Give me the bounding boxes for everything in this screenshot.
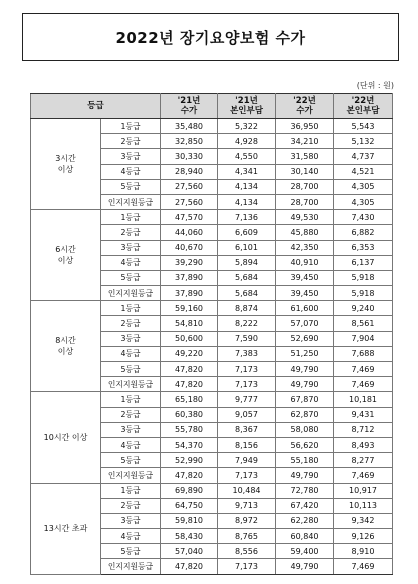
fee-21-cell: 58,430: [161, 529, 218, 544]
fee-22-cell: 57,070: [276, 316, 334, 331]
fee-21-cell: 47,820: [161, 362, 218, 377]
copay-21-cell: 4,341: [218, 164, 276, 179]
copay-21-cell: 4,928: [218, 134, 276, 149]
unit-note: (단위 : 원): [356, 81, 394, 90]
copay-22-cell: 5,543: [334, 119, 393, 134]
copay-22-cell: 7,469: [334, 559, 393, 574]
copay-22-cell: 5,918: [334, 270, 393, 285]
fee-21-cell: 32,850: [161, 134, 218, 149]
copay-21-cell: 8,367: [218, 422, 276, 437]
copay-21-cell: 9,057: [218, 407, 276, 422]
fee-22-cell: 34,210: [276, 134, 334, 149]
copay-22-cell: 7,688: [334, 346, 393, 361]
grade-cell: 4등급: [101, 529, 161, 544]
copay-21-cell: 7,173: [218, 468, 276, 483]
copay-22-cell: 10,917: [334, 483, 393, 498]
grade-cell: 3등급: [101, 422, 161, 437]
fee-21-cell: 30,330: [161, 149, 218, 164]
copay-22-cell: 7,469: [334, 468, 393, 483]
fee-21-cell: 69,890: [161, 483, 218, 498]
grade-cell: 3등급: [101, 513, 161, 528]
fee-table-body: [31, 119, 393, 575]
grade-cell: 1등급: [101, 392, 161, 407]
fee-21-cell: 44,060: [161, 225, 218, 240]
copay-22-cell: 9,431: [334, 407, 393, 422]
fee-21-cell: 49,220: [161, 346, 218, 361]
copay-21-cell: 8,556: [218, 544, 276, 559]
fee-21-cell: 47,570: [161, 210, 218, 225]
fee-22-cell: 61,600: [276, 301, 334, 316]
fee-22-cell: 39,450: [276, 270, 334, 285]
copay-21-cell: 6,101: [218, 240, 276, 255]
fee-22-cell: 39,450: [276, 286, 334, 301]
copay-22-cell: 10,113: [334, 498, 393, 513]
grade-cell: 1등급: [101, 483, 161, 498]
copay-21-cell: 8,222: [218, 316, 276, 331]
copay-21-cell: 8,972: [218, 513, 276, 528]
fee-21-cell: 50,600: [161, 331, 218, 346]
fee-22-cell: 40,910: [276, 255, 334, 270]
copay-22-cell: 10,181: [334, 392, 393, 407]
fee-22-cell: 51,250: [276, 346, 334, 361]
fee-21-cell: 40,670: [161, 240, 218, 255]
copay-21-cell: 5,684: [218, 286, 276, 301]
fee-21-cell: 47,820: [161, 468, 218, 483]
grade-cell: 인지지원등급: [101, 377, 161, 392]
fee-22-cell: 62,870: [276, 407, 334, 422]
fee-21-cell: 54,370: [161, 437, 218, 452]
copay-21-cell: 7,173: [218, 559, 276, 574]
fee-21-cell: 37,890: [161, 286, 218, 301]
fee-21-cell: 37,890: [161, 270, 218, 285]
table-row: [31, 119, 393, 134]
fee-22-cell: 45,880: [276, 225, 334, 240]
table-row: [31, 210, 393, 225]
copay-22-cell: 5,918: [334, 286, 393, 301]
copay-22-cell: 8,561: [334, 316, 393, 331]
grade-cell: 인지지원등급: [101, 286, 161, 301]
header-row: [31, 94, 393, 119]
grade-cell: 5등급: [101, 544, 161, 559]
fee-21-cell: 27,560: [161, 179, 218, 194]
fee-22-cell: 49,790: [276, 559, 334, 574]
fee-21-cell: 52,990: [161, 453, 218, 468]
fee-22-cell: 72,780: [276, 483, 334, 498]
fee-22-cell: 59,400: [276, 544, 334, 559]
fee-22-cell: 42,350: [276, 240, 334, 255]
header-21-copay: '21년 본인부담: [218, 94, 276, 119]
copay-22-cell: 7,469: [334, 377, 393, 392]
copay-22-cell: 6,137: [334, 255, 393, 270]
fee-22-cell: 55,180: [276, 453, 334, 468]
fee-22-cell: 67,870: [276, 392, 334, 407]
header-grade: 등급: [31, 94, 161, 119]
copay-21-cell: 5,684: [218, 270, 276, 285]
copay-21-cell: 7,383: [218, 346, 276, 361]
grade-cell: 2등급: [101, 225, 161, 240]
fee-21-cell: 35,480: [161, 119, 218, 134]
grade-cell: 4등급: [101, 437, 161, 452]
fee-22-cell: 49,790: [276, 377, 334, 392]
fee-22-cell: 28,700: [276, 179, 334, 194]
fee-21-cell: 28,940: [161, 164, 218, 179]
grade-cell: 2등급: [101, 134, 161, 149]
grade-cell: 5등급: [101, 362, 161, 377]
copay-21-cell: 7,136: [218, 210, 276, 225]
fee-22-cell: 52,690: [276, 331, 334, 346]
fee-22-cell: 31,580: [276, 149, 334, 164]
copay-21-cell: 8,156: [218, 437, 276, 452]
grade-cell: 인지지원등급: [101, 194, 161, 209]
grade-cell: 5등급: [101, 270, 161, 285]
header-22-fee: '22년 수가: [276, 94, 334, 119]
copay-21-cell: 8,874: [218, 301, 276, 316]
fee-21-cell: 64,750: [161, 498, 218, 513]
duration-group-label: 6시간 이상: [31, 210, 101, 301]
copay-22-cell: 8,712: [334, 422, 393, 437]
copay-21-cell: 9,713: [218, 498, 276, 513]
copay-21-cell: 10,484: [218, 483, 276, 498]
copay-22-cell: 8,493: [334, 437, 393, 452]
copay-22-cell: 4,305: [334, 194, 393, 209]
copay-22-cell: 5,132: [334, 134, 393, 149]
copay-22-cell: 7,904: [334, 331, 393, 346]
copay-21-cell: 4,134: [218, 194, 276, 209]
copay-21-cell: 7,590: [218, 331, 276, 346]
fee-21-cell: 47,820: [161, 377, 218, 392]
grade-cell: 3등급: [101, 331, 161, 346]
grade-cell: 2등급: [101, 498, 161, 513]
fee-21-cell: 55,780: [161, 422, 218, 437]
copay-22-cell: 9,240: [334, 301, 393, 316]
table-row: [31, 392, 393, 407]
grade-cell: 인지지원등급: [101, 559, 161, 574]
grade-cell: 5등급: [101, 453, 161, 468]
fee-21-cell: 54,810: [161, 316, 218, 331]
copay-21-cell: 7,173: [218, 362, 276, 377]
copay-21-cell: 4,550: [218, 149, 276, 164]
fee-21-cell: 57,040: [161, 544, 218, 559]
copay-21-cell: 5,894: [218, 255, 276, 270]
fee-21-cell: 39,290: [161, 255, 218, 270]
grade-cell: 3등급: [101, 240, 161, 255]
copay-21-cell: 8,765: [218, 529, 276, 544]
grade-cell: 4등급: [101, 346, 161, 361]
copay-21-cell: 9,777: [218, 392, 276, 407]
grade-cell: 3등급: [101, 149, 161, 164]
fee-22-cell: 49,790: [276, 362, 334, 377]
fee-22-cell: 36,950: [276, 119, 334, 134]
copay-22-cell: 8,910: [334, 544, 393, 559]
fee-21-cell: 65,180: [161, 392, 218, 407]
fee-22-cell: 67,420: [276, 498, 334, 513]
grade-cell: 4등급: [101, 164, 161, 179]
copay-22-cell: 4,521: [334, 164, 393, 179]
copay-22-cell: 4,305: [334, 179, 393, 194]
fee-21-cell: 27,560: [161, 194, 218, 209]
copay-22-cell: 9,342: [334, 513, 393, 528]
grade-cell: 5등급: [101, 179, 161, 194]
fee-22-cell: 60,840: [276, 529, 334, 544]
fee-22-cell: 58,080: [276, 422, 334, 437]
duration-group-label: 8시간 이상: [31, 301, 101, 392]
copay-22-cell: 7,430: [334, 210, 393, 225]
fee-22-cell: 30,140: [276, 164, 334, 179]
copay-22-cell: 4,737: [334, 149, 393, 164]
grade-cell: 4등급: [101, 255, 161, 270]
table-row: [31, 301, 393, 316]
fee-21-cell: 59,810: [161, 513, 218, 528]
fee-21-cell: 59,160: [161, 301, 218, 316]
copay-22-cell: 7,469: [334, 362, 393, 377]
duration-group-label: 10시간 이상: [31, 392, 101, 483]
fee-table: [30, 93, 393, 575]
fee-22-cell: 49,530: [276, 210, 334, 225]
table-row: [31, 483, 393, 498]
copay-22-cell: 6,882: [334, 225, 393, 240]
copay-22-cell: 8,277: [334, 453, 393, 468]
grade-cell: 1등급: [101, 210, 161, 225]
fee-22-cell: 56,620: [276, 437, 334, 452]
copay-21-cell: 5,322: [218, 119, 276, 134]
grade-cell: 2등급: [101, 316, 161, 331]
copay-21-cell: 7,173: [218, 377, 276, 392]
grade-cell: 2등급: [101, 407, 161, 422]
fee-22-cell: 62,280: [276, 513, 334, 528]
fee-21-cell: 60,380: [161, 407, 218, 422]
grade-cell: 1등급: [101, 301, 161, 316]
duration-group-label: 3시간 이상: [31, 119, 101, 210]
copay-22-cell: 9,126: [334, 529, 393, 544]
grade-cell: 1등급: [101, 119, 161, 134]
header-21-fee: '21년 수가: [161, 94, 218, 119]
fee-21-cell: 47,820: [161, 559, 218, 574]
copay-22-cell: 6,353: [334, 240, 393, 255]
fee-22-cell: 49,790: [276, 468, 334, 483]
copay-21-cell: 6,609: [218, 225, 276, 240]
copay-21-cell: 4,134: [218, 179, 276, 194]
duration-group-label: 13시간 초과: [31, 483, 101, 574]
copay-21-cell: 7,949: [218, 453, 276, 468]
grade-cell: 인지지원등급: [101, 468, 161, 483]
header-22-copay: '22년 본인부담: [334, 94, 393, 119]
document-title: 2022년 장기요양보험 수가: [22, 13, 399, 61]
fee-22-cell: 28,700: [276, 194, 334, 209]
